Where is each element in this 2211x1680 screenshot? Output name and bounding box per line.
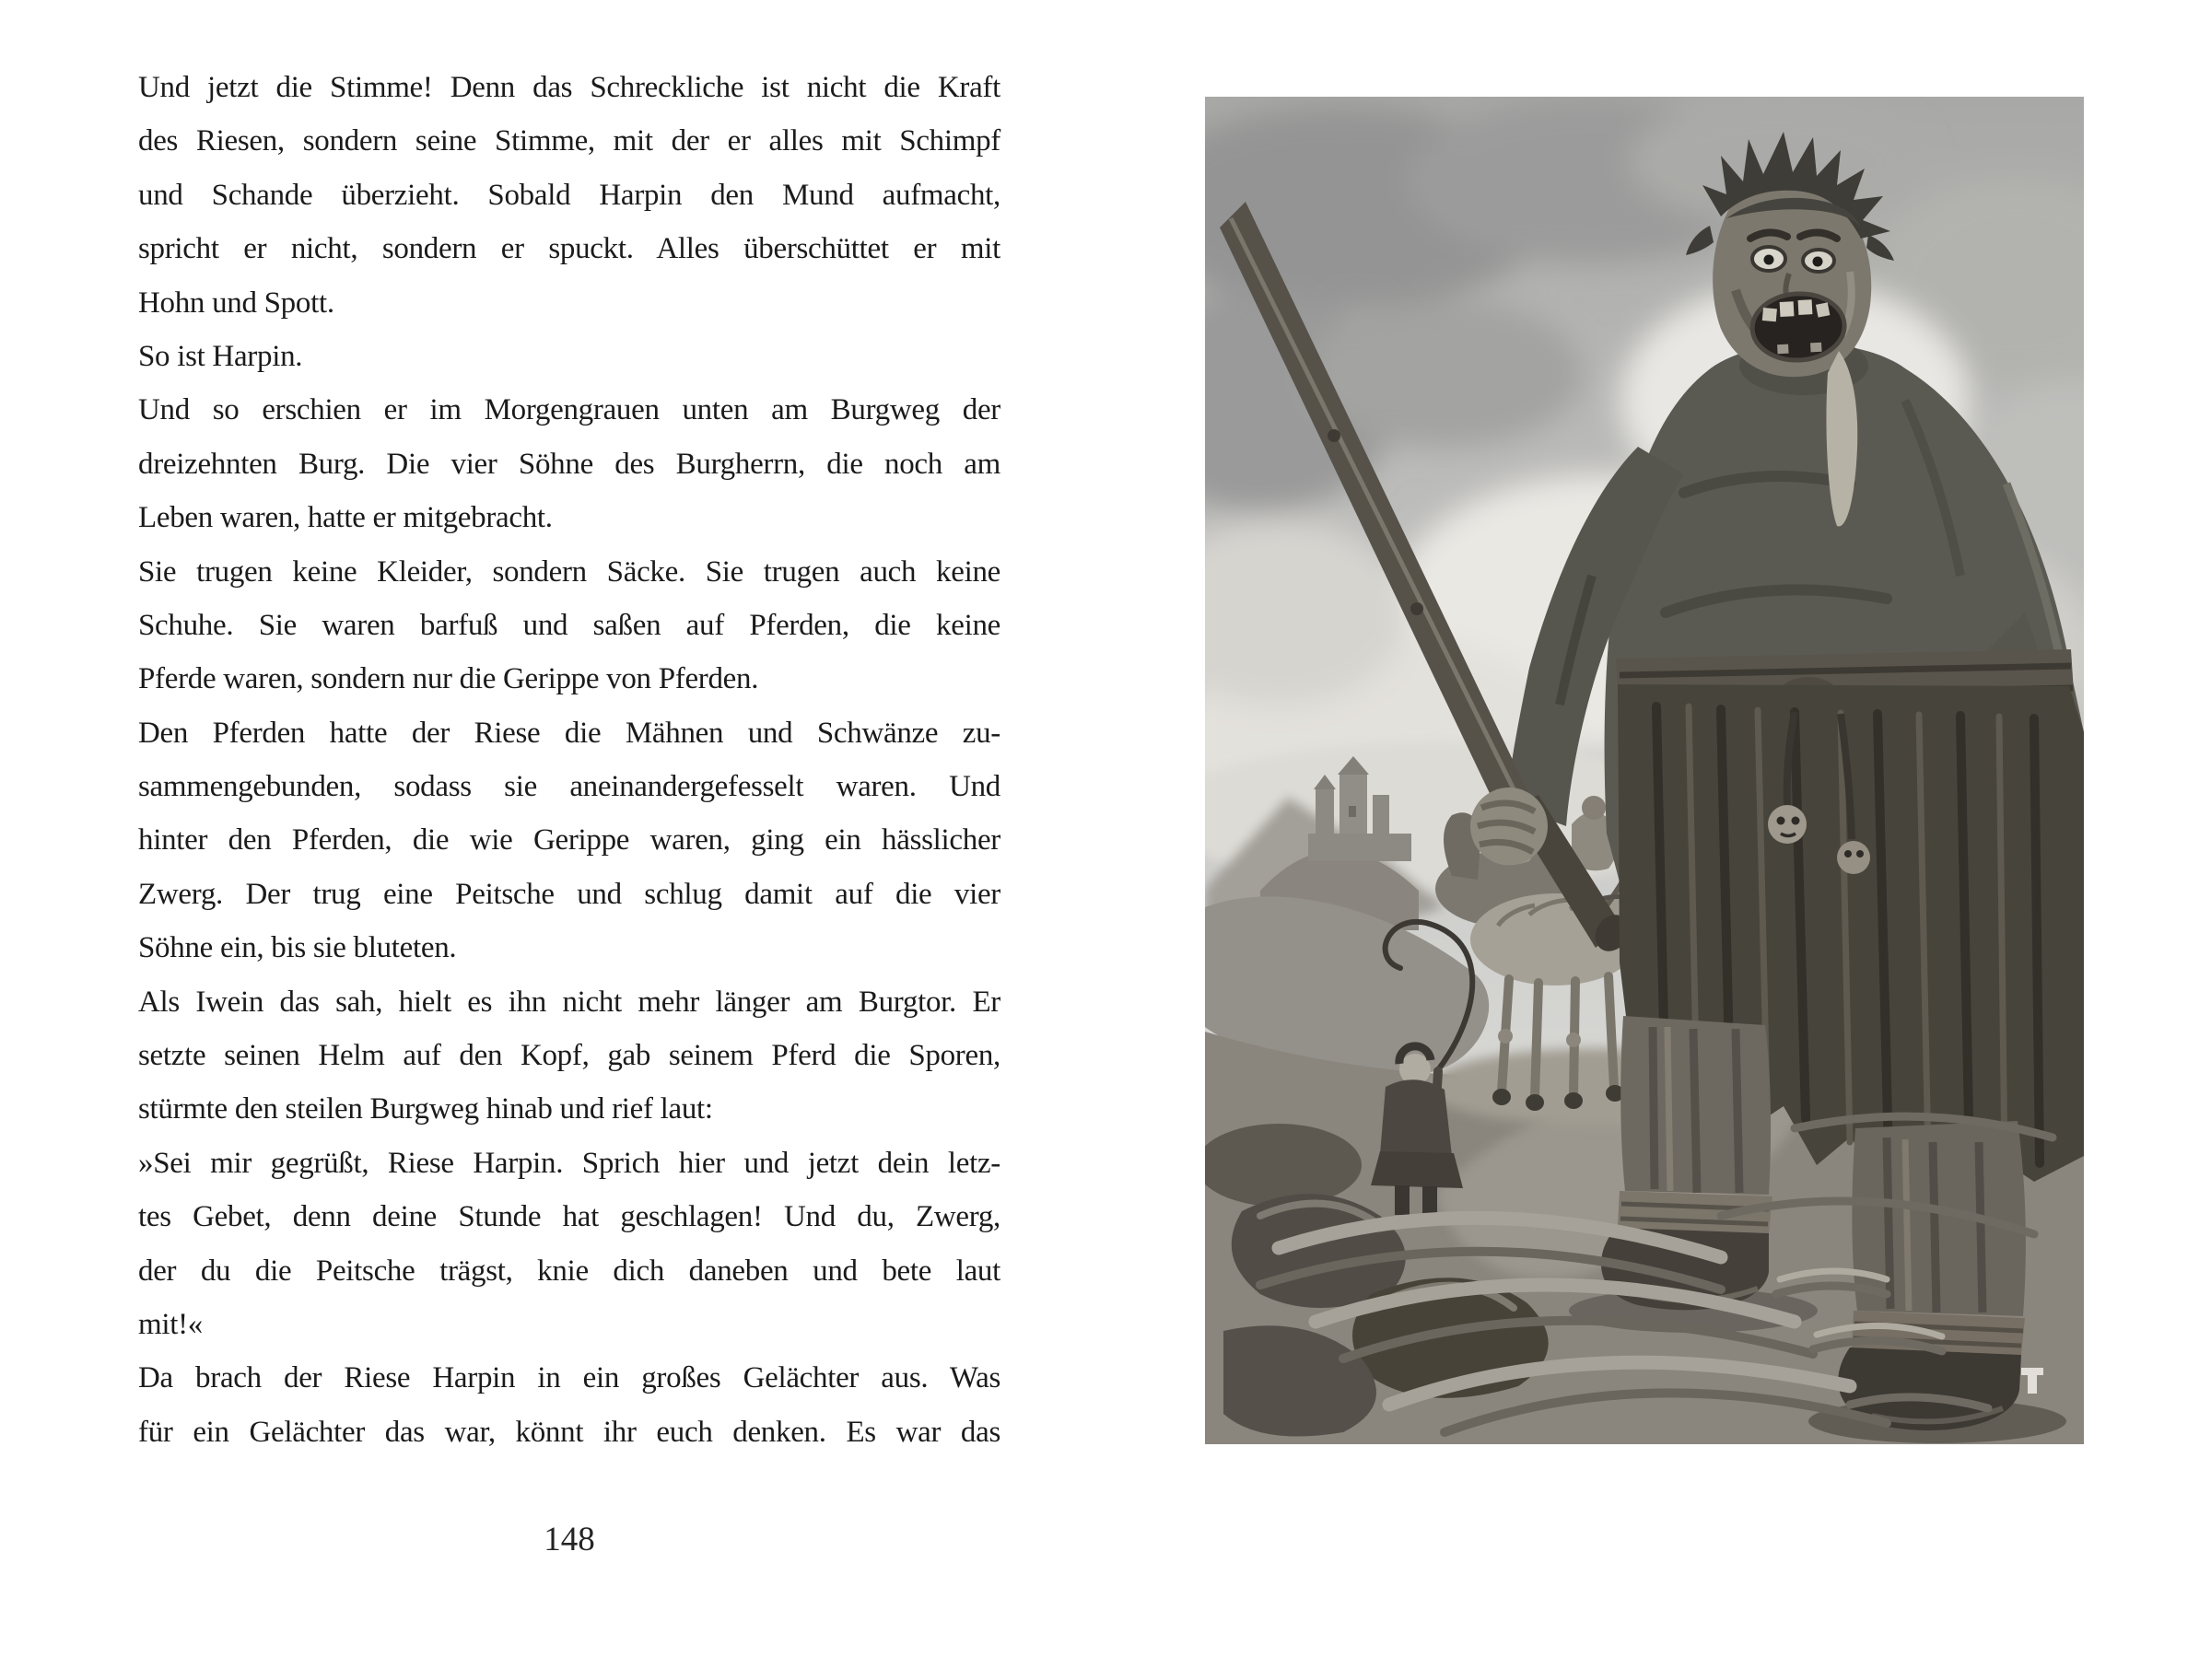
text-line: Leben waren, hatte er mitgebracht. — [138, 501, 553, 535]
text-line: setzte seinen Helm auf den Kopf, gab seinem Pferd die Sporen, — [138, 1039, 1000, 1073]
text-line: Hohn und Spott. — [138, 286, 334, 320]
text-line: Als Iwein das sah, hielt es ihn nicht mehr länger am Burgtor. Er — [138, 985, 1000, 1019]
text-line: hinter den Pferden, die wie Gerippe waren, ging ein hässlicher — [138, 823, 1000, 858]
illustration-canvas — [1205, 97, 2084, 1444]
text-line: So ist Harpin. — [138, 339, 303, 373]
text-line: Söhne ein, bis sie bluteten. — [138, 931, 457, 965]
text-line: der du die Peitsche trägst, knie dich daneben und bete laut — [138, 1254, 1000, 1288]
text-line: tes Gebet, denn deine Stunde hat geschlagen! Und du, Zwerg, — [138, 1200, 1000, 1234]
text-line: Zwerg. Der trug eine Peitsche und schlug damit auf die vier — [138, 877, 1000, 911]
giant-hand-on-club — [1470, 788, 1548, 865]
text-line: und Schande überzieht. Sobald Harpin den Mund aufmacht, — [138, 178, 1000, 212]
text-line: mit!« — [138, 1307, 203, 1341]
skull-charm — [1768, 805, 1807, 844]
text-line: stürmte den steilen Burgweg hinab und rief laut: — [138, 1092, 713, 1126]
skull-charm — [1837, 841, 1870, 874]
text-line: Schuhe. Sie waren barfuß und saßen auf Pferden, die keine — [138, 608, 1000, 642]
text-line: Pferde waren, sondern nur die Gerippe von Pferden. — [138, 662, 759, 696]
text-line: für ein Gelächter das war, könnt ihr euch denken. Es war das — [138, 1415, 1000, 1449]
text-line: dreizehnten Burg. Die vier Söhne des Burgherrn, die noch am — [138, 447, 1000, 481]
giant-mouth — [1750, 291, 1846, 362]
text-line: sammengebunden, sodass sie aneinandergefesselt waren. Und — [138, 770, 1000, 804]
text-line: Den Pferden hatte der Riese die Mähnen und Schwänze zu- — [138, 716, 1000, 750]
page-number: 148 — [544, 1521, 595, 1558]
text-line: »Sei mir gegrüßt, Riese Harpin. Sprich hier und jetzt dein letz- — [138, 1146, 1000, 1180]
left-page-text — [138, 61, 1000, 1459]
text-line: des Riesen, sondern seine Stimme, mit der er alles mit Schimpf — [138, 124, 1000, 158]
text-line: Und so erschien er im Morgengrauen unten am Burgweg der — [138, 393, 1000, 427]
text-line: Und jetzt die Stimme! Denn das Schreckliche ist nicht die Kraft — [138, 71, 1000, 104]
text-line: Sie trugen keine Kleider, sondern Säcke. Sie trugen auch keine — [138, 554, 1000, 589]
text-line: Da brach der Riese Harpin in ein großes Gelächter aus. Was — [138, 1361, 1000, 1395]
illustration — [1205, 97, 2084, 1444]
text-line: spricht er nicht, sondern er spuckt. Alles überschüttet er mit — [138, 232, 1000, 266]
